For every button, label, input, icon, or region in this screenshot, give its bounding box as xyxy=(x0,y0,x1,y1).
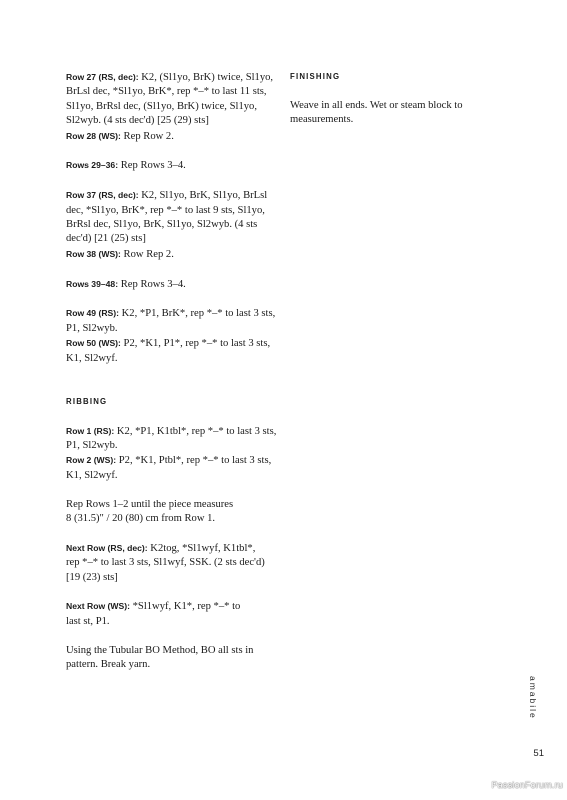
row-label: Row 28 (WS): xyxy=(66,130,121,141)
row-label: Next Row (WS): xyxy=(66,601,130,612)
row-label: Rows 39–48: xyxy=(66,278,119,289)
row-text: P1, Sl2wyb. xyxy=(66,322,118,334)
ribbing-heading: RIBBING xyxy=(66,396,108,406)
row-text: K2tog, *Sl1wyf, K1tbl*, xyxy=(147,542,256,554)
instruction-line xyxy=(66,100,281,114)
instruction-line xyxy=(66,599,281,614)
row-text: Sl2wyb. (4 sts dec'd) [25 (29) sts] xyxy=(66,115,209,127)
row-text: Rep Rows 3–4. xyxy=(118,160,186,172)
row-text: K1, Sl2wyf. xyxy=(66,352,118,364)
instruction-line xyxy=(66,571,281,585)
instruction-line xyxy=(66,129,281,144)
instruction-line xyxy=(66,158,281,173)
row-27-28-instructions xyxy=(66,70,281,144)
instruction-line xyxy=(66,277,281,292)
instruction-line xyxy=(66,556,281,570)
instruction-line xyxy=(66,188,281,203)
instruction-line xyxy=(66,85,281,99)
ribbing-repeat-instructions xyxy=(66,498,281,527)
row-text: K2, Sl1yo, BrK, Sl1yo, BrLsl xyxy=(138,190,268,202)
instruction-line xyxy=(66,453,281,468)
instruction-line xyxy=(66,498,281,512)
instruction-line xyxy=(66,439,281,453)
right-column xyxy=(290,70,490,142)
instruction-line xyxy=(66,306,281,321)
watermark: PassionForum.ru xyxy=(491,780,563,790)
instruction-line xyxy=(66,114,281,128)
row-text: dec, *Sl1yo, BrK*, rep *–* to last 9 sts, Sl1yo, xyxy=(66,204,265,216)
row-49-50-instructions xyxy=(66,306,281,366)
instruction-line xyxy=(66,658,281,672)
row-text: Rep Rows 1–2 until the piece measures xyxy=(66,498,234,510)
row-text: Sl1yo, BrRsl dec, (Sl1yo, BrK) twice, Sl1yo, xyxy=(66,100,257,112)
row-text: last st, P1. xyxy=(66,615,110,627)
instruction-line xyxy=(66,512,281,526)
finishing-text xyxy=(290,99,490,128)
bind-off-instructions xyxy=(66,644,281,673)
row-text: K2, *P1, BrK*, rep *–* to last 3 sts, xyxy=(119,308,276,320)
finishing-line: Weave in all ends. Wet or steam block to xyxy=(290,99,463,111)
left-column xyxy=(66,70,281,687)
row-text: Rep Row 2. xyxy=(120,130,174,142)
instruction-line xyxy=(66,469,281,483)
finishing-heading: FINISHING xyxy=(290,72,341,81)
row-label: Row 1 (RS): xyxy=(66,425,115,436)
finishing-line: measurements. xyxy=(290,114,354,126)
instruction-line xyxy=(66,247,281,262)
instruction-line xyxy=(66,336,281,351)
brand-name: amabile xyxy=(528,676,538,720)
row-label: Row 37 (RS, dec): xyxy=(66,190,139,201)
spacer xyxy=(66,380,281,394)
row-text: P2, *K1, Ptbl*, rep *–* to last 3 sts, xyxy=(116,455,272,467)
row-text: [19 (23) sts] xyxy=(66,571,118,583)
row-text: *Sl1wyf, K1*, rep *–* to xyxy=(129,601,241,613)
instruction-line xyxy=(66,644,281,658)
row-text: K2, *P1, K1tbl*, rep *–* to last 3 sts, xyxy=(114,425,277,437)
instruction-line xyxy=(66,424,281,439)
row-text: Rep Rows 3–4. xyxy=(118,278,186,290)
row-text: P2, *K1, P1*, rep *–* to last 3 sts, xyxy=(120,338,271,350)
row-text: BrLsl dec, *Sl1yo, BrK*, rep *–* to last 11 sts, xyxy=(66,86,267,98)
row-text: P1, Sl2wyb. xyxy=(66,440,118,452)
row-label: Row 49 (RS): xyxy=(66,308,119,319)
instruction-line xyxy=(66,70,281,85)
instruction-line xyxy=(66,352,281,366)
row-text: Row Rep 2. xyxy=(120,248,174,260)
row-text: K2, (Sl1yo, BrK) twice, Sl1yo, xyxy=(138,72,274,83)
row-text: 8 (31.5)" / 20 (80) cm from Row 1. xyxy=(66,513,216,525)
next-row-rs-instructions xyxy=(66,541,281,585)
row-text: BrRsl dec, Sl1yo, BrK, Sl1yo, Sl2wyb. (4 sts xyxy=(66,219,258,231)
row-label: Row 27 (RS, dec): xyxy=(66,72,139,82)
rows-29-36-instructions xyxy=(66,158,281,173)
row-label: Row 50 (WS): xyxy=(66,338,121,349)
instruction-line xyxy=(66,541,281,556)
row-label: Row 2 (WS): xyxy=(66,455,117,466)
row-text: dec'd) [21 (25) sts] xyxy=(66,233,146,245)
instruction-line xyxy=(66,232,281,246)
row-text: Using the Tubular BO Method, BO all sts in xyxy=(66,644,254,656)
instruction-line xyxy=(66,615,281,629)
instruction-line xyxy=(66,322,281,336)
row-text: rep *–* to last 3 sts, Sl1wyf, SSK. (2 sts dec'd) xyxy=(66,557,265,569)
row-text: pattern. Break yarn. xyxy=(66,659,151,671)
page-number: 51 xyxy=(533,748,544,759)
row-label: Next Row (RS, dec): xyxy=(66,542,148,553)
row-label: Rows 29–36: xyxy=(66,160,119,171)
row-text: K1, Sl2wyf. xyxy=(66,469,118,481)
instruction-line xyxy=(66,218,281,232)
row-37-38-instructions xyxy=(66,188,281,262)
ribbing-rows-instructions xyxy=(66,424,281,484)
row-label: Row 38 (WS): xyxy=(66,248,121,259)
next-row-ws-instructions xyxy=(66,599,281,629)
instruction-line xyxy=(66,204,281,218)
rows-39-48-instructions xyxy=(66,277,281,292)
